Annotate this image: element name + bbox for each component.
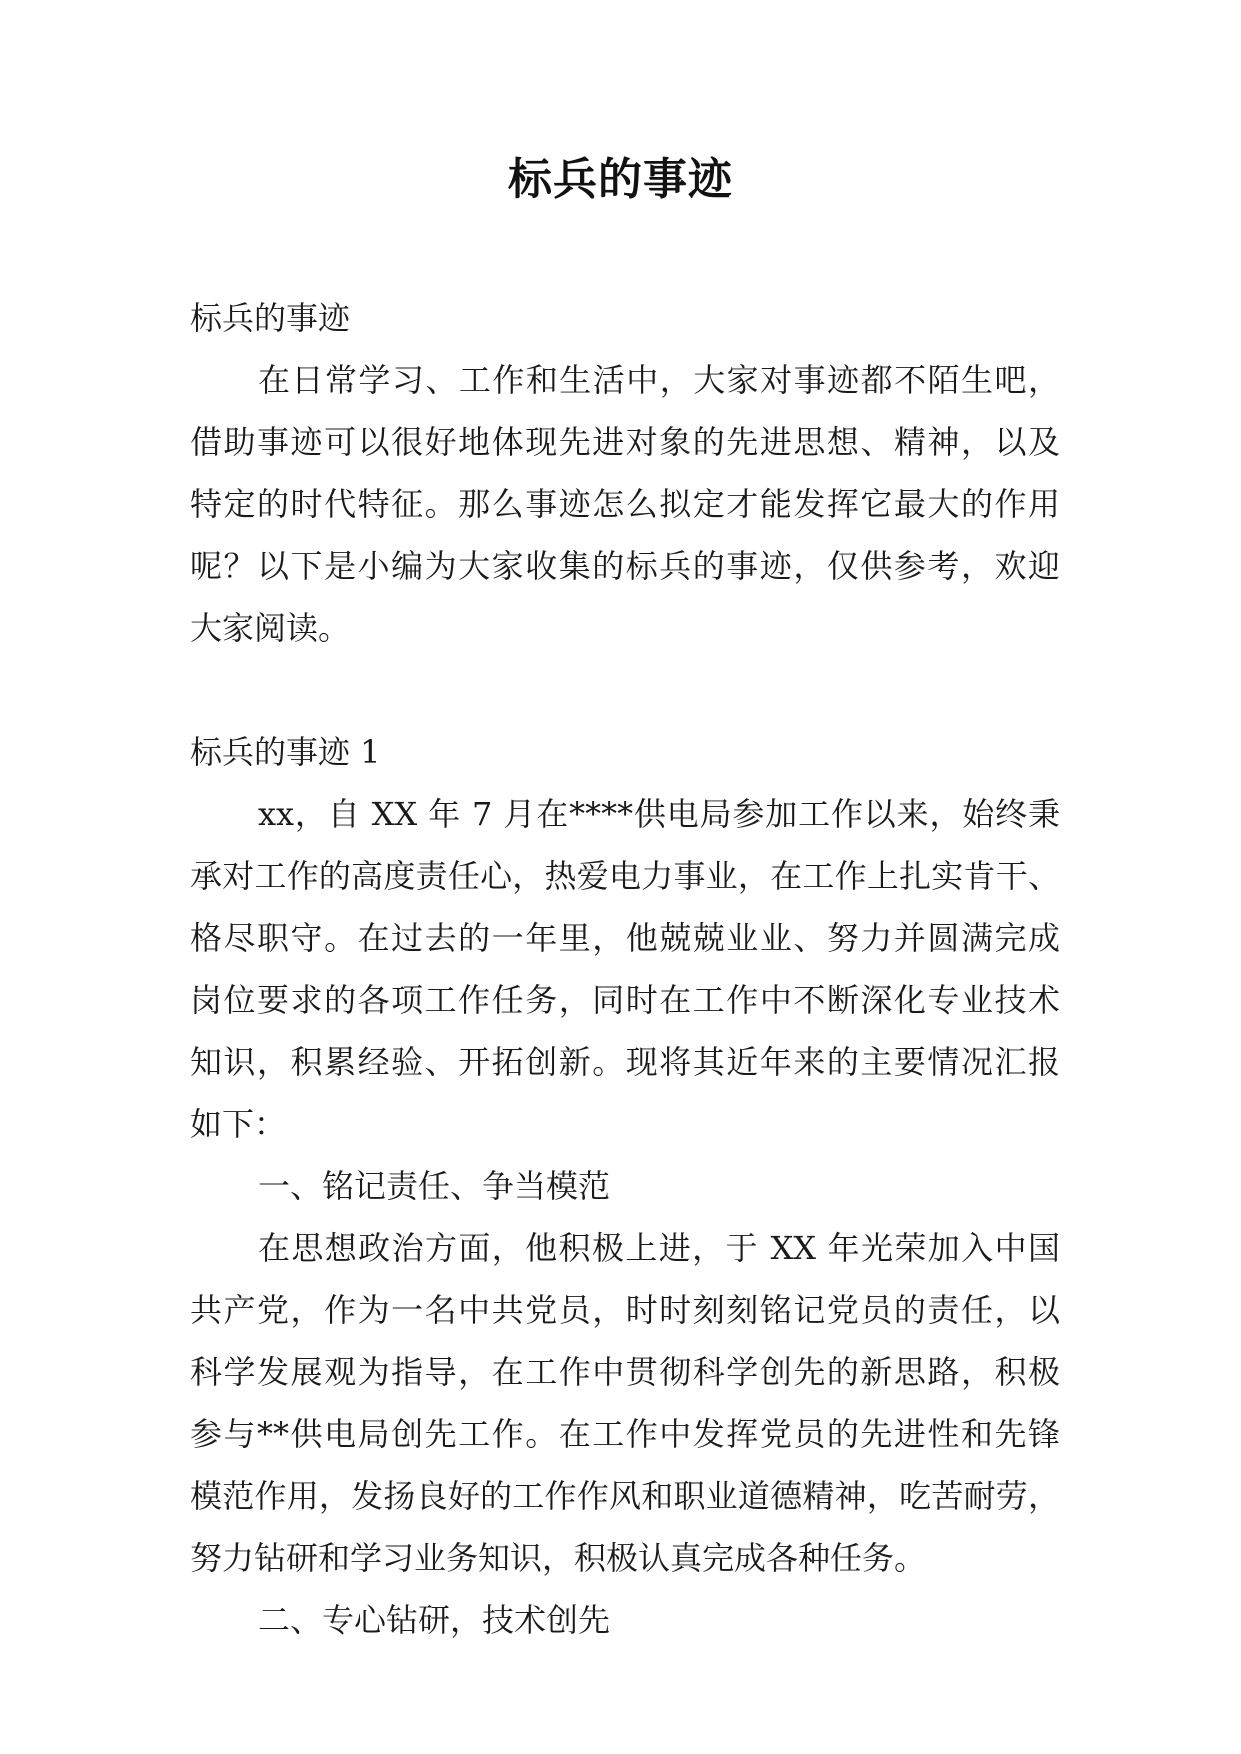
section-heading: 标兵的事迹 1 xyxy=(190,733,381,771)
section-paragraph-line: 岗位要求的各项工作任务，同时在工作中不断深化专业技术 xyxy=(190,981,1060,1019)
intro-paragraph-line: 借助事迹可以很好地体现先进对象的先进思想、精神，以及 xyxy=(190,423,1060,461)
section-paragraph-line: 参与**供电局创先工作。在工作中发挥党员的先进性和先锋 xyxy=(190,1415,1060,1453)
section-paragraph-line: 模范作用，发扬良好的工作作风和职业道德精神，吃苦耐劳， xyxy=(190,1477,1060,1515)
intro-paragraph-line: 呢？以下是小编为大家收集的标兵的事迹，仅供参考，欢迎 xyxy=(190,547,1060,585)
intro-paragraph-line: 大家阅读。 xyxy=(190,609,351,647)
section-paragraph-line: 在思想政治方面，他积极上进，于 XX 年光荣加入中国 xyxy=(258,1229,1060,1267)
section-paragraph-line: 共产党，作为一名中共党员，时时刻刻铭记党员的责任，以 xyxy=(190,1291,1060,1329)
section-paragraph-line: 努力钻研和学习业务知识，积极认真完成各种任务。 xyxy=(190,1539,927,1577)
document-body xyxy=(190,287,1060,1651)
paragraph-gap xyxy=(190,659,1060,721)
subheading: 二、专心钻研，技术创先 xyxy=(258,1601,611,1639)
subheading: 一、铭记责任、争当模范 xyxy=(258,1167,611,1205)
intro-paragraph-line: 在日常学习、工作和生活中，大家对事迹都不陌生吧， xyxy=(258,361,1060,399)
section-paragraph-line: 承对工作的高度责任心，热爱电力事业，在工作上扎实肯干、 xyxy=(190,857,1060,895)
section-paragraph-line: 知识，积累经验、开拓创新。现将其近年来的主要情况汇报 xyxy=(190,1043,1060,1081)
section-paragraph-line: 科学发展观为指导，在工作中贯彻科学创先的新思路，积极 xyxy=(190,1353,1060,1391)
intro-heading: 标兵的事迹 xyxy=(190,299,351,337)
document-title: 标兵的事迹 xyxy=(508,154,733,205)
intro-paragraph-line: 特定的时代特征。那么事迹怎么拟定才能发挥它最大的作用 xyxy=(190,485,1060,523)
section-paragraph-line: 如下： xyxy=(190,1105,287,1143)
section-paragraph-line: 格尽职守。在过去的一年里，他兢兢业业、努力并圆满完成 xyxy=(190,919,1060,957)
section-paragraph-line: xx，自 XX 年 7 月在****供电局参加工作以来，始终秉 xyxy=(258,795,1060,833)
